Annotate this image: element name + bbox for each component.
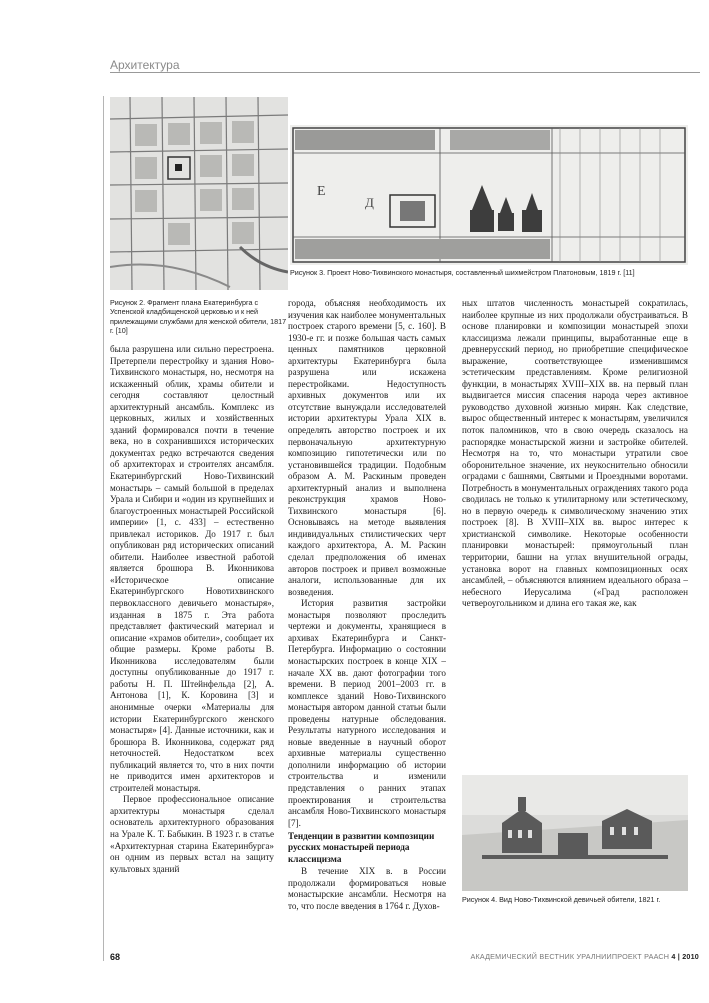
journal-name: АКАДЕМИЧЕСКИЙ ВЕСТНИК УРАЛНИИПРОЕКТ РААСН [470,952,670,961]
paragraph: была разрушена или сильно перестроена. Претерпели перестройку и здания Ново-Тихвинского монастыря, но, несмотря на искаженный облик, храмы обители и сегодня составляют целостный архитектурный ансамбль. Комплекс из церковных, жилых и хозяйственных зданий формировался почти в течение века, но в сохранившихся исторических документах редко встречаются сведения об архитекторах и строителях ансамбля. Екатеринбургский Ново-Тихвинский монастырь – самый большой в пределах Урала и Сибири и «один из крупнейших и благоустроенных монастырей Российской империи» [1, с. 433] – естественно привлекал историков. До 1917 г. был опубликован ряд исторических описаний обители. Наиболее известной работой является брошюра В. Иконникова «Историческое описание Екатеринбургского Новотихвинского первоклассного девичьего монастыря», изданная в 1875 г. Эта работа представляет фактический материал и описание «храмов обители», сообщает их общие размеры. Кроме работы В. Иконникова исследователям были доступны опубликованные до 1917 г. работы Н. П. Штейнфельда [2], А. Антонова [1], К. Коровина [3] и анонимные очерки «Материалы для истории Екатеринбургского женского монастыря» [4]. Данные источники, как и брошюра В. Иконникова, содержат ряд неточностей. Недостатком всех публикаций является то, что в них почти не приводится имен архитекторов и строителей монастыря. [110,344,274,793]
paragraph: В течение XIX в. в России продолжали формироваться новые монастырские ансамбли. Несмотря на то, что после введения в 1764 г. Духов- [288,866,446,911]
section-heading: Тенденции в развитии композиции русских монастырей периода классицизма [288,831,435,864]
paragraph: ных штатов численность монастырей сократилась, наиболее крупные из них продолжали обустраиваться. В основе планировки и композиции монастырей эпохи классицизма лежали принципы, выработанные еще в древнерусский период, но приобретшие специфическое выражение, соответствующее изменившимся эстетическим представлениям. Кроме религиозной функции, в монастырях XVIII–XIX вв. на первый план выдвигается миссия спасения народа через активное руководство духовной жизнью мирян. Как следствие, вырос общественный интерес к монастырям, увеличился поток паломников, что в свою очередь сказалось на распорядке монастырской жизни и застройке обителей. Несмотря на то, что монастыри утратили свое оборонительное значение, их неукоснительно обносили оградами с башнями, Святыми и Проездными воротами. Потребность в монументальных ограждениях такого рода сводилась не только к утилитарному или эстетическому, но в первую очередь к символическому значению этих построек [8]. В XVIII–XIX вв. вырос интерес к христианской символике. Некоторые особенности планировки монастырей: прямоугольный план территории, башни на углах внушительной ограды, установка ворот на главных композиционных осях ансамблей, – объясняются влиянием идеального образа – небесного Иерусалима («Град расположен четвероугольником и длина его такая же, как [462,298,688,609]
journal-footer [470,952,699,961]
paragraph: города, объясняя необходимость их изучения как наиболее монументальных построек старого времени [5, с. 160]. В 1930-е гг. и позже большая часть самых ценных памятников церковной архитектуры Екатеринбурга была разрушена или искажена перестройками. Недоступность архивных документов или их отсутствие вынуждали исследователей истории архитектуры Урала XIX в. определять авторство построек и их первоначальную архитектурную композицию гипотетически или по установившейся традиции. Подобным образом А. М. Раскиным проведен архитектурный анализ и выполнена реконструкция храмов Ново-Тихвинского монастыря [6]. Основываясь на методе выявления индивидуальных стилистических черт каждого архитектора, А. М. Раскин сделал предположения об именах авторов построек и привел возможные аналоги, использованные для их возведения. [288,298,446,597]
paragraph: История развития застройки монастыря позволяют проследить чертежи и документы, хранящиеся в архивах Екатеринбурга и Санкт-Петербурга. Информацию о состоянии монастырских построек в конце XIX – начале XX вв. дают фотографии того времени. В период 2001–2003 гг. в комплексе зданий Ново-Тихвинского монастыря автором данной статьи были проведены натурные обследования. Результаты натурного исследования и новые введенные в научный оборот архивные материалы существенно дополнили информацию об истории строительства и изменили представления о ранних этапах проектирования и строительства ансамбля Ново-Тихвинского монастыря [7]. [288,598,446,828]
section-label: Архитектура [110,58,180,72]
svg-text:Д: Д [365,195,374,210]
page-number: 68 [110,952,121,962]
journal-issue: 4 | 2010 [671,952,699,961]
margin-rule [103,96,104,961]
text-column-2 [288,298,446,912]
text-column-1 [110,344,274,875]
figure-4-caption: Рисунок 4. Вид Ново-Тихвинской девичьей обители, 1821 г. [462,895,661,904]
figure-4-convent-view [462,775,688,891]
text-column-3 [462,298,688,610]
figure-2-caption: Рисунок 2. Фрагмент плана Екатеринбурга с Успенской кладбищенской церковью и к ней прилежащими службами для женской обители, 1817 г. [10] [110,298,287,336]
paragraph: Первое профессиональное описание архитектуры монастыря сделал основатель архитектурного образования на Урале К. Т. Бабыкин. В 1923 г. в статье «Архитектурная старина Екатеринбурга» он одним из первых встал на защиту культовых зданий [110,794,274,874]
figure-3-monastery-project [290,125,688,265]
svg-text:E: E [317,184,326,199]
header-rule [110,72,700,73]
figure-2-city-plan [110,97,288,290]
figure-3-caption: Рисунок 3. Проект Ново-Тихвинского монастыря, составленный шихмейстром Платоновым, 1819 г. [11] [290,268,635,277]
